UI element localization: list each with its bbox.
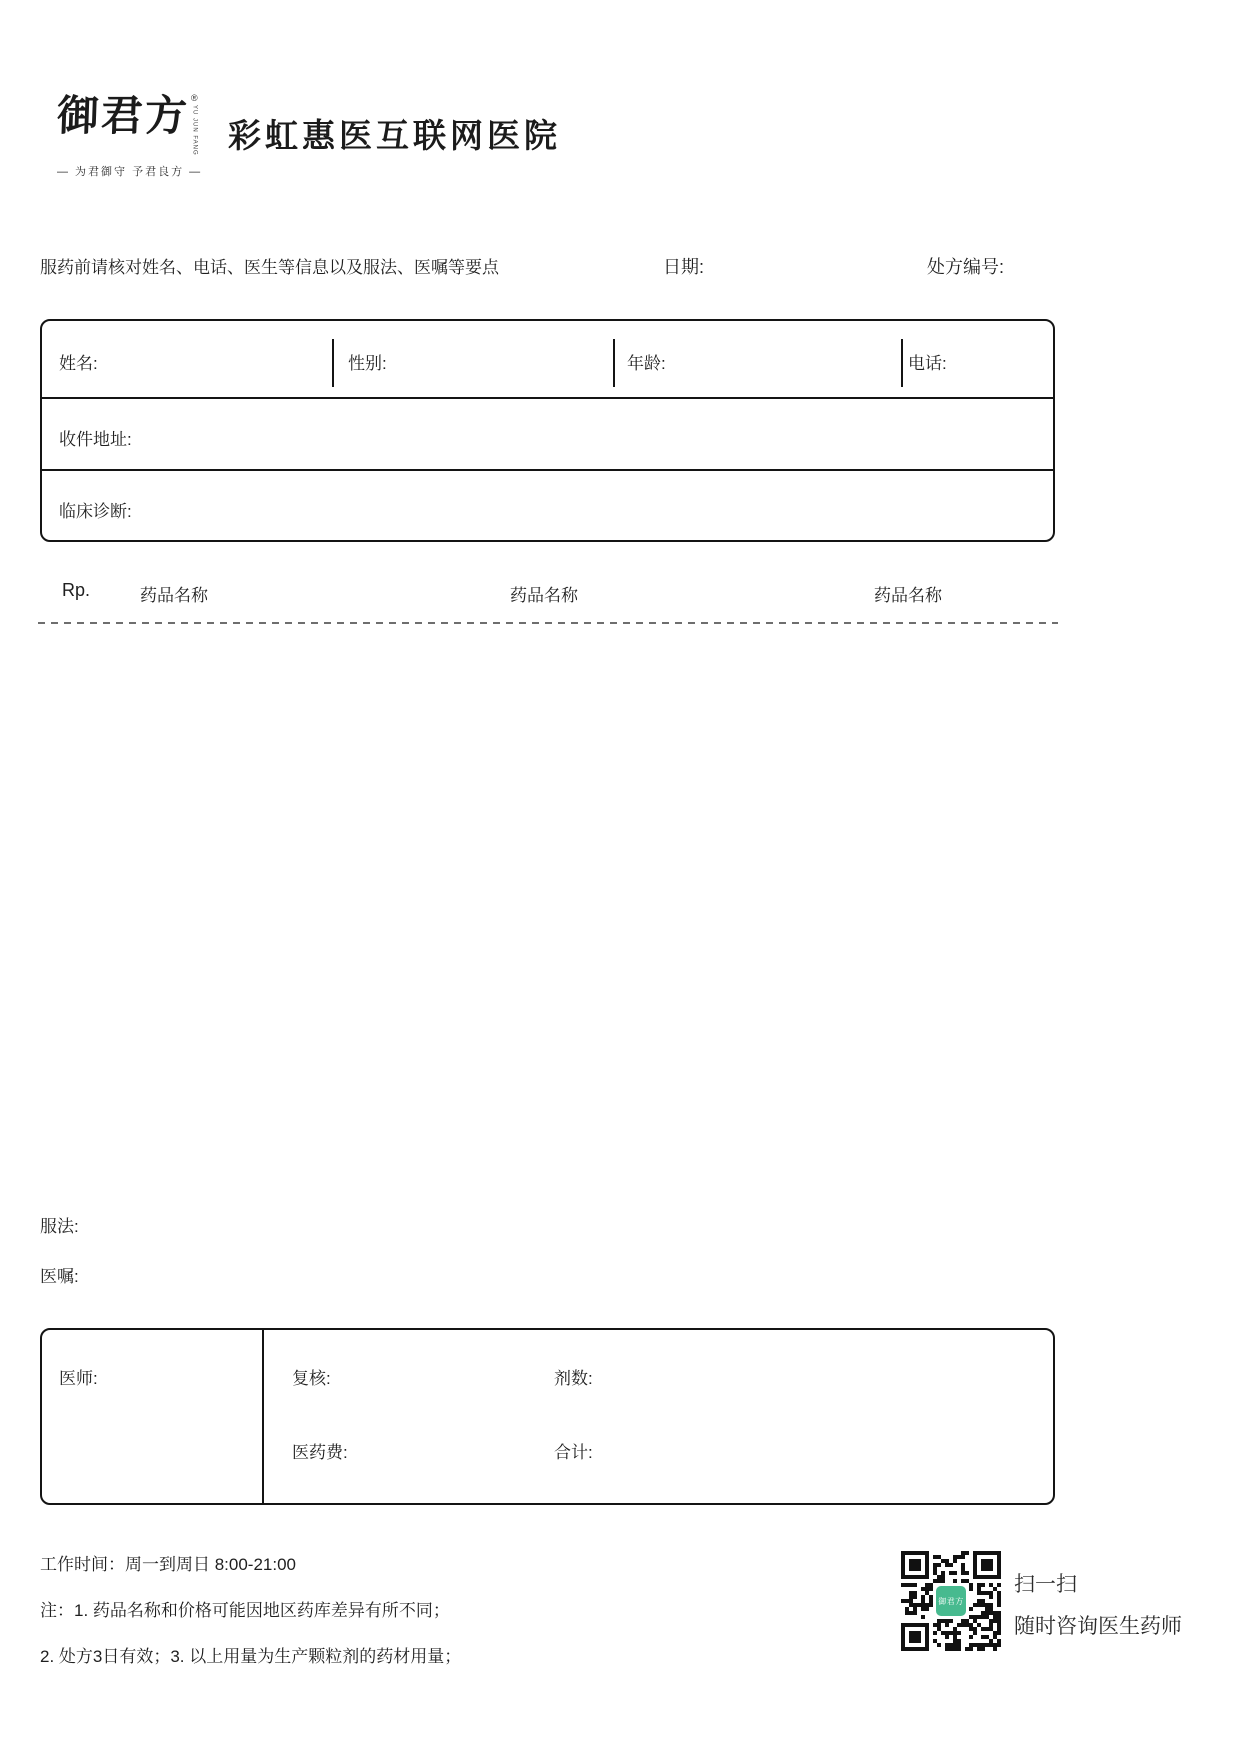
qr-caption-scan: 扫一扫 [1014, 1573, 1077, 1596]
brand-tagline: — 为君御守 予君良方 — [57, 165, 203, 178]
drug-name-column-header: 药品名称 [140, 586, 208, 605]
advice-field-label: 医嘱: [40, 1267, 79, 1286]
qr-center-logo [934, 1584, 968, 1618]
field-divider [613, 339, 615, 387]
work-time-text: 工作时间：周一到周日 8:00-21:00 [40, 1555, 297, 1574]
brand-logo-pinyin: YU JUN FANG [191, 105, 198, 156]
footnote-line-1: 注：1. 药品名称和价格可能因地区药库差异有所不同； [40, 1601, 450, 1620]
diagnosis-field-label: 临床诊断: [59, 502, 132, 521]
qr-center-text: 御君方 [938, 1596, 964, 1606]
date-label: 日期: [663, 257, 705, 277]
rp-label: Rp. [62, 580, 91, 600]
review-field-label: 复核: [292, 1369, 331, 1388]
row-divider [42, 469, 1053, 471]
usage-field-label: 服法: [40, 1217, 79, 1236]
rx-number-label: 处方编号: [927, 257, 1005, 277]
row-divider [42, 397, 1053, 399]
notice-row [40, 253, 1055, 279]
brand-logo-text: 御君方 [56, 91, 190, 140]
qr-caption-consult: 随时咨询医生药师 [1014, 1615, 1182, 1638]
age-field-label: 年龄: [627, 354, 666, 373]
dashed-separator [38, 622, 1058, 624]
dose-count-field-label: 剂数: [554, 1369, 593, 1388]
registered-trademark-icon: ® [191, 93, 198, 103]
medicine-fee-field-label: 医药费: [292, 1443, 348, 1462]
address-field-label: 收件地址: [59, 430, 132, 449]
drug-name-column-header: 药品名称 [874, 586, 942, 605]
hospital-title: 彩虹惠医互联网医院 [228, 117, 561, 154]
brand-logo [56, 91, 203, 179]
patient-info-box [40, 319, 1055, 542]
footnote-line-2: 2. 处方3日有效；3. 以上用量为生产颗粒剂的药材用量； [40, 1647, 462, 1666]
doctor-field-label: 医师: [59, 1369, 98, 1388]
signoff-box [40, 1328, 1055, 1505]
field-divider [901, 339, 903, 387]
name-field-label: 姓名: [59, 354, 98, 373]
gender-field-label: 性别: [348, 354, 387, 373]
total-field-label: 合计: [554, 1443, 593, 1462]
field-divider [262, 1330, 264, 1503]
field-divider [332, 339, 334, 387]
drug-name-column-header: 药品名称 [510, 586, 578, 605]
qr-code [900, 1550, 1002, 1652]
check-reminder-text: 服药前请核对姓名、电话、医生等信息以及服法、医嘱等要点 [40, 258, 499, 277]
rp-header-row [40, 580, 1055, 608]
phone-field-label: 电话: [908, 354, 947, 373]
